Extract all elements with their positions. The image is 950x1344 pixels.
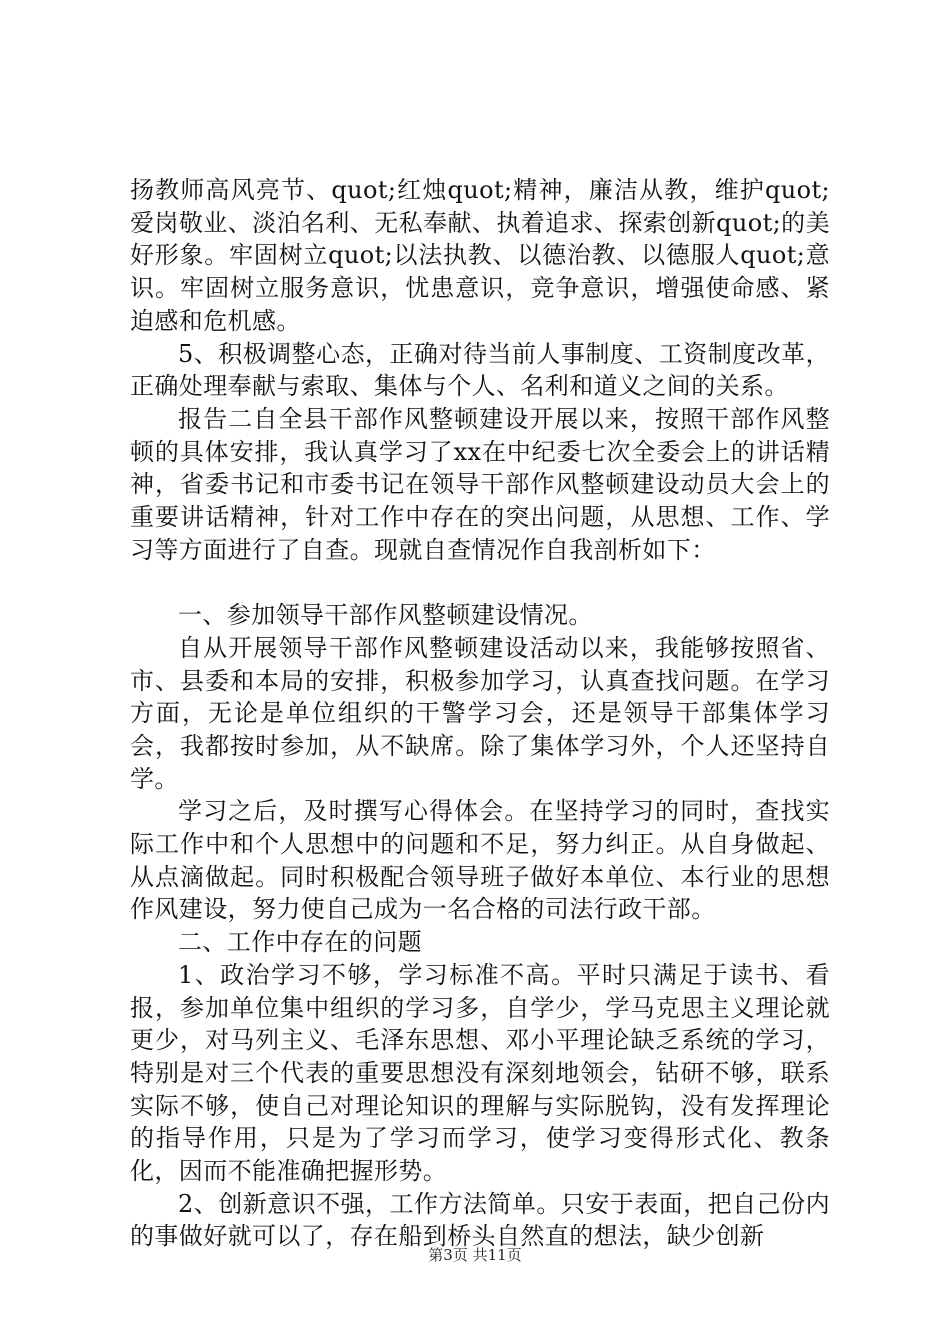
document-body (130, 174, 830, 1253)
section-heading-one: 一、参加领导干部作风整顿建设情况。 (178, 601, 593, 630)
paragraph-problem-1: 1、政治学习不够，学习标准不高。平时只满足于读书、看报，参加单位集中组织的学习多，自学少，学马克思主义理论就更少，对马列主义、毛泽东思想、邓小平理论缺乏系统的学习，特别是对三个代表的重要思想没有深刻地领会，钻研不够，联系实际不够，使自己对理论知识的理解与实际脱钩，没有发挥理论的指导作用，只是为了学习而学习，使学习变得形式化、教条化，因而不能准确把握形势。 (130, 960, 830, 1186)
paragraph-after-study: 学习之后，及时撰写心得体会。在坚持学习的同时，查找实际工作中和个人思想中的问题和不足，努力纠正。从自身做起、从点滴做起。同时积极配合领导班子做好本单位、本行业的思想作风建设，努力使自己成为一名合格的司法行政干部。 (130, 797, 830, 924)
paragraph-study-participation: 自从开展领导干部作风整顿建设活动以来，我能够按照省、市、县委和本局的安排，积极参加学习，认真查找问题。在学习方面，无论是单位组织的干警学习会，还是领导干部集体学习会，我都按时参加，从不缺席。除了集体学习外，个人还坚持自学。 (130, 633, 830, 793)
paragraph-problem-2: 2、创新意识不强，工作方法简单。只安于表面，把自己份内的事做好就可以了，存在船到桥头自然直的想法，缺少创新 (130, 1189, 830, 1251)
paragraph-gap (130, 566, 830, 599)
page-number-footer: 第3页 共11页 (428, 1246, 522, 1264)
paragraph-item-5: 5、积极调整心态，正确对待当前人事制度、工资制度改革，正确处理奉献与索取、集体与个人、名利和道义之间的关系。 (130, 339, 830, 401)
section-heading-two: 二、工作中存在的问题 (178, 928, 422, 957)
paragraph-report-two-intro: 报告二自全县干部作风整顿建设开展以来，按照干部作风整顿的具体安排，我认真学习了xx在中纪委七次全委会上的讲话精神，省委书记和市委书记在领导干部作风整顿建设动员大会上的重要讲话精神，针对工作中存在的突出问题，从思想、工作、学习等方面进行了自查。现就自查情况作自我剖析如下： (130, 404, 830, 564)
paragraph-continuation: 扬教师高风亮节、quot;红烛quot;精神，廉洁从教，维护quot;爱岗敬业、淡泊名利、无私奉献、执着追求、探索创新quot;的美好形象。牢固树立quot;以法执教、以德治教、以德服人quot;意识。牢固树立服务意识，忧患意识，竞争意识，增强使命感、紧迫感和危机感。 (130, 176, 830, 335)
